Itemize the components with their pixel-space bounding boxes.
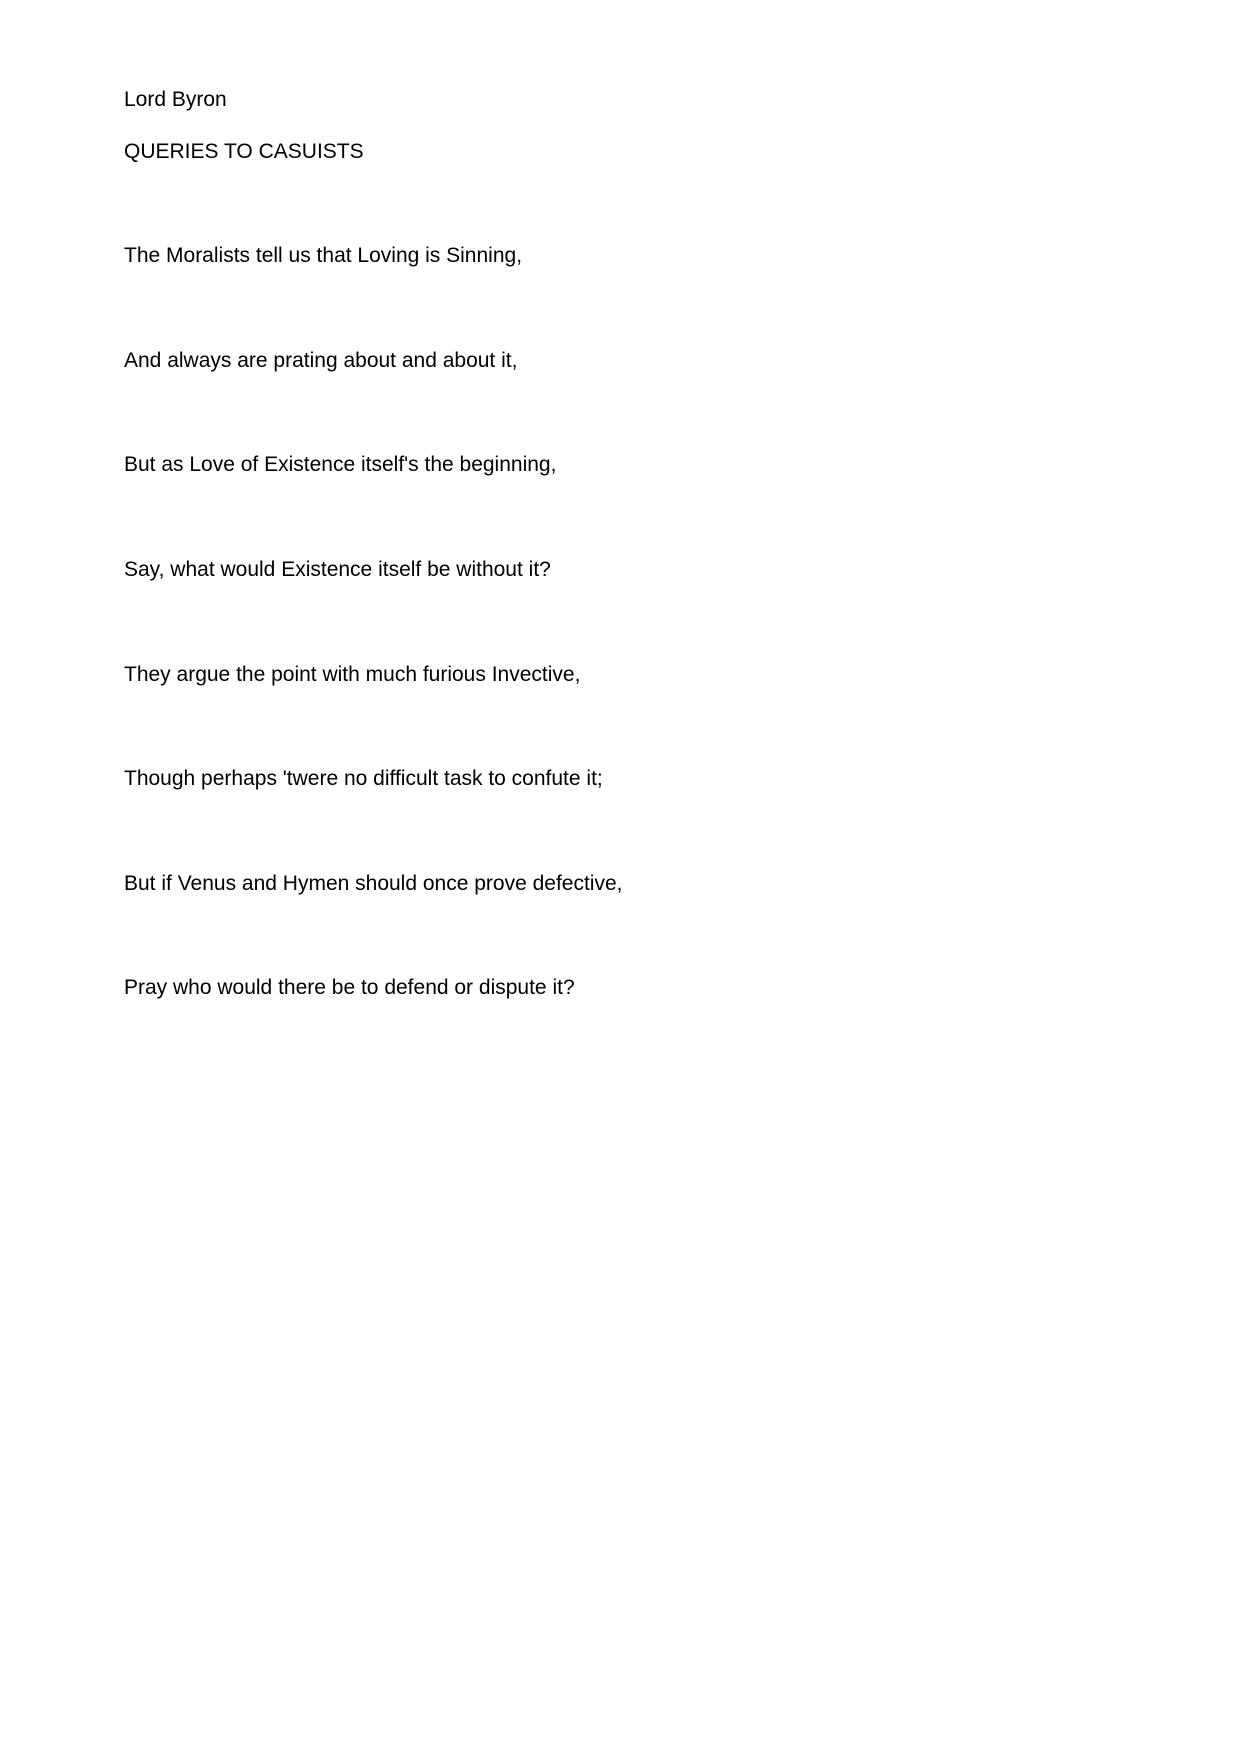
poem-line: Say, what would Existence itself be without it? [124,558,551,581]
poem-author: Lord Byron [124,88,227,111]
poem-line: Though perhaps 'twere no difficult task to confute it; [124,767,603,790]
poem-line: They argue the point with much furious Invective, [124,663,581,686]
poem-title: QUERIES TO CASUISTS [124,140,364,163]
poem-line: But if Venus and Hymen should once prove defective, [124,872,623,895]
poem-line: Pray who would there be to defend or dispute it? [124,976,575,999]
poem-line: And always are prating about and about it, [124,349,518,372]
poem-line: The Moralists tell us that Loving is Sinning, [124,244,523,267]
poem-line: But as Love of Existence itself's the beginning, [124,453,557,476]
